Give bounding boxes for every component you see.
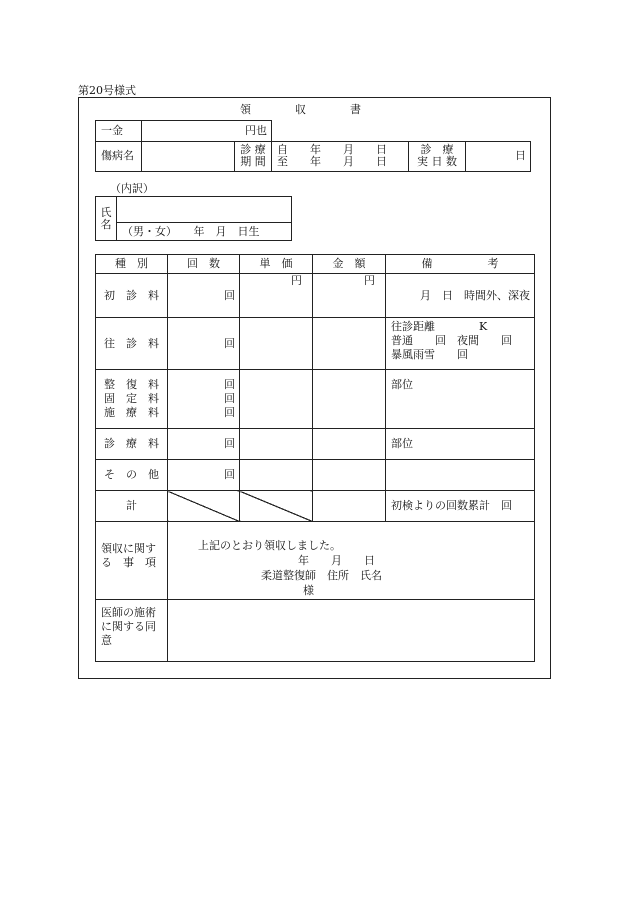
col-count: 回 数 <box>168 255 240 274</box>
fee-table <box>95 254 535 662</box>
row-kotei-count[interactable]: 回 <box>224 392 235 405</box>
row-group-amount[interactable] <box>313 370 386 429</box>
row-seifuku-label: 整 復 料 <box>104 378 159 391</box>
row-oushin-label: 往 診 料 <box>96 318 168 370</box>
consent-label-3: 意 <box>101 634 112 647</box>
days-label-2: 実 日 数 <box>417 155 457 168</box>
receipt-line-2[interactable]: 年 月 日 <box>298 554 375 567</box>
row-shinryo-note[interactable]: 部位 <box>386 429 535 460</box>
receipt-line-3[interactable]: 柔道整復師 住所 氏名 <box>261 569 382 582</box>
consent-input[interactable] <box>168 600 535 662</box>
receipt-label-1: 領収に関す <box>101 541 156 555</box>
row-oushin-note-1[interactable]: 往診距離 K <box>391 320 488 333</box>
consent-label-1: 医師の施術 <box>101 606 156 619</box>
period-label-2: 期 間 <box>240 155 266 168</box>
row-shoshin-amount[interactable]: 円 <box>313 274 386 318</box>
period-label-1: 診 療 <box>240 143 266 156</box>
row-oushin-amount[interactable] <box>313 318 386 370</box>
row-shoshin-count[interactable]: 回 <box>168 274 240 318</box>
row-sonota-price[interactable] <box>240 460 313 491</box>
row-seryo-count[interactable]: 回 <box>224 406 235 419</box>
receipt-line-1: 上記のとおり領収しました。 <box>198 539 341 552</box>
period-to[interactable]: 至 年 月 日 <box>277 155 387 168</box>
receipt-line-4: 様 <box>303 584 314 597</box>
row-shoshin-note[interactable]: 月 日 時間外、深夜 <box>386 274 535 318</box>
row-seryo-label: 施 療 料 <box>104 406 159 419</box>
form-number: 第20号様式 <box>78 84 136 97</box>
col-remarks: 備 考 <box>386 255 535 274</box>
row-kotei-label: 固 定 料 <box>104 392 159 405</box>
row-group-note[interactable]: 部位 <box>386 370 535 429</box>
injury-label: 傷病名 <box>96 141 142 171</box>
name-label-1: 氏 <box>100 205 112 219</box>
days-label-1: 診 療 <box>420 143 454 156</box>
amount-label: 一金 <box>101 123 123 137</box>
patient-name-input[interactable] <box>117 197 292 223</box>
row-sonota-note[interactable] <box>386 460 535 491</box>
row-shoshin-price[interactable]: 円 <box>240 274 313 318</box>
col-unit-price: 単 価 <box>240 255 313 274</box>
row-shinryo-price[interactable] <box>240 429 313 460</box>
receipt-label-2: る 事 項 <box>101 555 156 569</box>
amount-cell[interactable] <box>96 121 142 142</box>
row-oushin-count[interactable]: 回 <box>168 318 240 370</box>
col-type: 種 別 <box>96 255 168 274</box>
days-unit[interactable]: 日 <box>466 141 531 171</box>
consent-label-2: に関する同 <box>101 620 156 633</box>
patient-table <box>95 196 292 241</box>
breakdown-label: （内訳） <box>110 182 154 195</box>
form-title: 領 収 書 <box>240 103 361 116</box>
row-shoshin-label: 初 診 料 <box>96 274 168 318</box>
row-shinryo-label: 診 療 料 <box>96 429 168 460</box>
row-total-amount[interactable] <box>313 491 386 522</box>
row-sonota-amount[interactable] <box>313 460 386 491</box>
row-total-price-slash <box>240 491 313 522</box>
sex-birth[interactable]: （男・女） 年 月 日生 <box>117 223 292 241</box>
injury-input[interactable] <box>142 141 235 171</box>
row-shinryo-count[interactable]: 回 <box>168 429 240 460</box>
row-sonota-count[interactable]: 回 <box>168 460 240 491</box>
row-seifuku-count[interactable]: 回 <box>224 378 235 391</box>
col-amount: 金 額 <box>313 255 386 274</box>
header-table <box>95 120 531 172</box>
name-label-2: 名 <box>100 217 112 231</box>
row-oushin-note-3[interactable]: 暴風雨雪 回 <box>391 348 468 361</box>
row-total-count-slash <box>168 491 240 522</box>
row-group-price[interactable] <box>240 370 313 429</box>
row-oushin-note-2[interactable]: 普通 回 夜間 回 <box>391 334 512 347</box>
row-shinryo-amount[interactable] <box>313 429 386 460</box>
row-total-note[interactable]: 初検よりの回数累計 回 <box>386 491 535 522</box>
row-sonota-label: そ の 他 <box>96 460 168 491</box>
amount-unit: 円也 <box>142 121 272 142</box>
row-total-label: 計 <box>96 491 168 522</box>
row-oushin-price[interactable] <box>240 318 313 370</box>
period-from[interactable]: 自 年 月 日 <box>277 143 387 156</box>
